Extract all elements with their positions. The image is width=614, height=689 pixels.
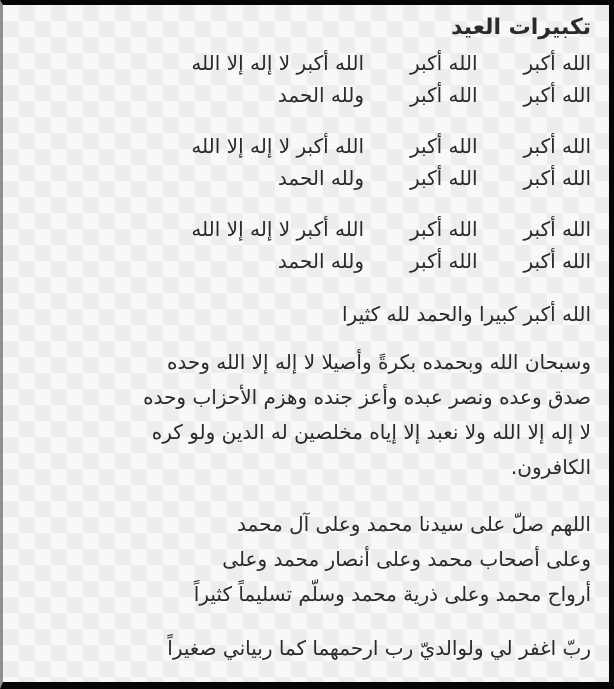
takbir-line	[11, 130, 591, 162]
salawat-paragraph	[11, 507, 591, 612]
takbir-phrase: الله أكبر	[410, 134, 478, 158]
takbir-phrase: الله أكبر لا إله إلا الله	[191, 217, 364, 241]
takbir-block-1	[11, 47, 591, 111]
dua-line: ربّ اغفر لي ولوالديّ رب ارحمهما كما ربياني صغيراً	[167, 636, 591, 660]
takbir-line	[11, 47, 591, 79]
takbir-phrase: الله أكبر	[410, 51, 478, 75]
takbir-line	[11, 79, 591, 111]
takbir-block-3	[11, 213, 591, 277]
tasbih-line: صدق وعده ونصر عبده وأعز جنده وهزم الأحزاب وحده	[143, 385, 591, 409]
takbir-phrase: الله أكبر	[523, 83, 591, 107]
takbir-phrase: الله أكبر	[410, 249, 478, 273]
takbir-kabira-line: الله أكبر كبيرا والحمد لله كثيرا	[341, 302, 591, 326]
takbir-phrase: الله أكبر لا إله إلا الله	[191, 51, 364, 75]
takbir-line	[11, 245, 591, 277]
page-title: تكبيرات العيد	[451, 15, 591, 40]
tasbih-paragraph	[11, 345, 591, 485]
takbir-phrase: الله أكبر	[523, 51, 591, 75]
tasbih-line: وسبحان الله وبحمده بكرةً وأصيلا لا إله إلا الله وحده	[166, 350, 591, 374]
takbir-phrase: ولله الحمد	[277, 83, 364, 107]
salawat-line: أرواح محمد وعلى ذرية محمد وسلّم تسليماً كثيراً	[193, 582, 591, 606]
takbir-line	[11, 162, 591, 194]
takbir-phrase: الله أكبر	[523, 217, 591, 241]
takbir-phrase: ولله الحمد	[277, 166, 364, 190]
salawat-line: اللهم صلّ على سيدنا محمد وعلى آل محمد	[237, 512, 591, 536]
takbir-phrase: الله أكبر لا إله إلا الله	[191, 134, 364, 158]
takbir-phrase: الله أكبر	[523, 249, 591, 273]
takbir-phrase: الله أكبر	[410, 83, 478, 107]
salawat-line: وعلى أصحاب محمد وعلى أنصار محمد وعلى	[222, 547, 591, 571]
takbir-phrase: ولله الحمد	[277, 249, 364, 273]
tasbih-line: الكافرون.	[510, 455, 591, 479]
takbir-line	[11, 213, 591, 245]
takbir-block-2	[11, 130, 591, 194]
takbir-phrase: الله أكبر	[410, 166, 478, 190]
takbir-phrase: الله أكبر	[523, 166, 591, 190]
takbir-phrase: الله أكبر	[523, 134, 591, 158]
takbir-phrase: الله أكبر	[410, 217, 478, 241]
tasbih-line: لا إله إلا الله ولا نعبد إلا إياه مخلصين له الدين ولو كره	[151, 420, 591, 444]
